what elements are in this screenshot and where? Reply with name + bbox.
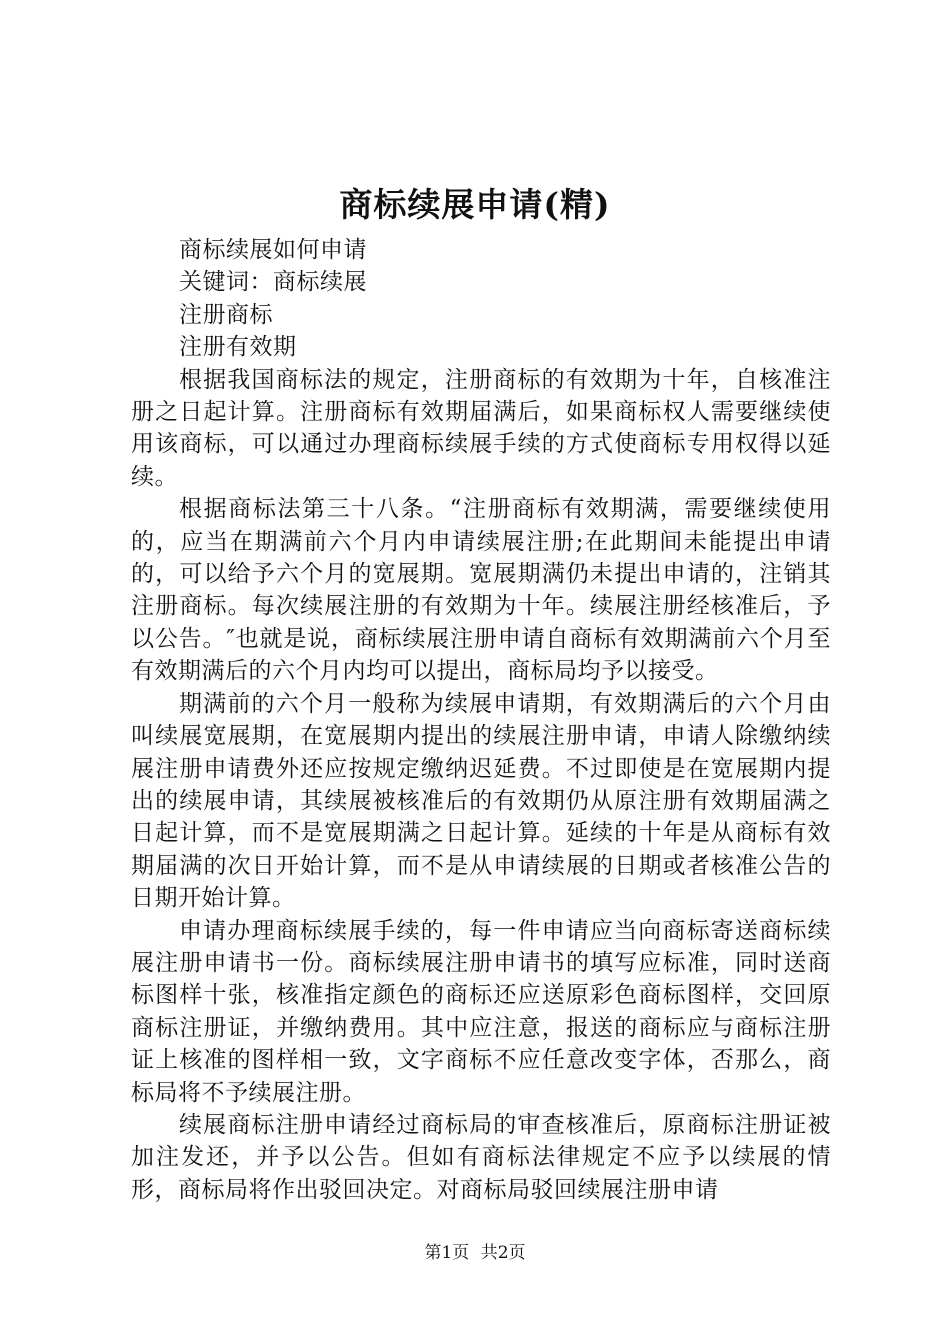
paragraph: 商标续展如何申请 bbox=[179, 237, 367, 263]
paragraph: 注册商标 bbox=[179, 301, 273, 328]
paragraph: 关键词：商标续展 bbox=[179, 269, 367, 296]
paragraph: 注册有效期 bbox=[179, 334, 297, 361]
paragraph: 根据我国商标法的规定，注册商标的有效期为十年，自核准注册之日起计算。注册商标有效期届满后，如果商标权人需要继续使用该商标，可以通过办理商标续展手续的方式使商标专用权得以延续。 bbox=[131, 366, 831, 490]
page-total: 共2页 bbox=[480, 1243, 526, 1263]
page-number: 第1页 bbox=[424, 1243, 470, 1263]
paragraph: 续展商标注册申请经过商标局的审查核准后，原商标注册证被加注发还，并予以公告。但如有商标法律规定不应予以续展的情形，商标局将作出驳回决定。对商标局驳回续展注册申请 bbox=[131, 1111, 831, 1203]
paragraph: 期满前的六个月一般称为续展申请期，有效期满后的六个月由叫续展宽展期，在宽展期内提出的续展注册申请，申请人除缴纳续展注册申请费外还应按规定缴纳迟延费。不过即使是在宽展期内提出的续展申请，其续展被核准后的有效期仍从原注册有效期届满之日起计算，而不是宽展期满之日起计算。延续的十年是从商标有效期届满的次日开始计算，而不是从申请续展的日期或者核准公告的日期开始计算。 bbox=[131, 690, 831, 912]
document-title: 商标续展申请(精) bbox=[339, 185, 611, 224]
page-footer bbox=[0, 1241, 950, 1265]
document-body bbox=[131, 234, 831, 1206]
paragraph: 申请办理商标续展手续的，每一件申请应当向商标寄送商标续展注册申请书一份。商标续展注册申请书的填写应标准，同时送商标图样十张，核准指定颜色的商标还应送原彩色商标图样，交回原商标注册证，并缴纳费用。其中应注意，报送的商标应与商标注册证上核准的图样相一致，文字商标不应任意改变字体，否那么，商标局将不予续展注册。 bbox=[131, 917, 831, 1106]
paragraph: 根据商标法第三十八条。“注册商标有效期满，需要继续使用的，应当在期满前六个月内申请续展注册;在此期间未能提出申请的，可以给予六个月的宽展期。宽展期满仍未提出申请的，注销其注册商标。每次续展注册的有效期为十年。续展注册经核准后，予以公告。″也就是说，商标续展注册申请自商标有效期满前六个月至有效期满后的六个月内均可以提出，商标局均予以接受。 bbox=[131, 496, 831, 685]
